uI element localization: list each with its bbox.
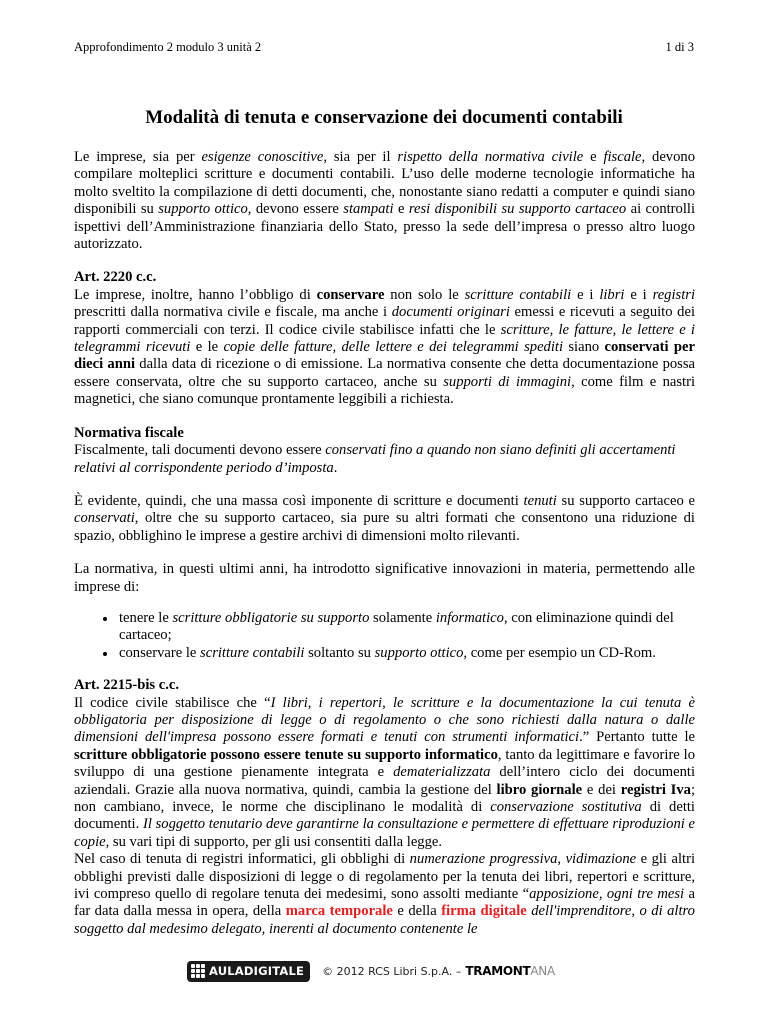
evidente-paragraph: È evidente, quindi, che una massa così imponente di scritture e documenti tenuti su supporto cartaceo e conservati, oltre che su supporto cartaceo, sia pure su altri formati che consentono una riduzione di spazio, obblighino le imprese a gestire archivi di dimensioni molto rilevanti. xyxy=(74,492,695,544)
marca-temporale-highlight: marca temporale xyxy=(285,903,393,920)
page-header xyxy=(74,40,694,55)
registri-informatici-paragraph: Nel caso di tenuta di registri informatici, gli obblighi di numerazione progressiva, vidimazione e gli altri obblighi previsti dalle disposizioni di legge o di regolamento per la tenuta dei libri, repertori e scritture, ivi compreso quello di regolare tenuta dei medesimi, sono assolti mediante “apposizione, ogni tre mesi a far data dalla messa in opera, della marca temporale e della firma digitale dell'imprenditore, o di altro soggetto dal medesimo delegato, inerenti al documento contenente le xyxy=(74,851,695,937)
logo-mark-icon xyxy=(191,964,205,978)
intro-paragraph: Le imprese, sia per esigenze conoscitive, sia per il rispetto della normativa civile e fiscale, devono compilare molteplici scritture e documenti contabili. L’uso delle moderne tecnologie informatiche ha molto sveltito la compilazione di detti documenti, che, nonostante siano redatti a computer e quindi siano disponibili su supporto ottico, devono essere stampati e resi disponibili su supporto cartaceo ai controlli ispettivi dell’Amministrazione finanziaria dello Stato, presso la sede dell’impresa o presso altro luogo autorizzato. xyxy=(74,149,695,253)
normativa-fiscale-paragraph: Fiscalmente, tali documenti devono essere conservati fino a quando non siano definiti gli accertamenti relativi al corrispondente periodo d’imposta. xyxy=(74,442,676,476)
tramontana-logo: TRAMONTANA xyxy=(465,964,555,978)
firma-digitale-highlight: firma digitale xyxy=(441,903,527,920)
auladigitale-logo: AULADIGITALE xyxy=(187,961,310,982)
section-heading-normativa-fiscale: Normativa fiscale xyxy=(74,424,184,441)
section-heading-art-2215-bis: Art. 2215-bis c.c. xyxy=(74,677,179,694)
normativa-intro-paragraph: La normativa, in questi ultimi anni, ha introdotto significative innovazioni in materia, permettendo alle imprese di: xyxy=(74,561,695,595)
page-footer xyxy=(187,959,555,983)
art-2215-bis-paragraph: Il codice civile stabilisce che “I libri, i repertori, le scritture e la documentazione la cui tenuta è obbligatoria per disposizione di legge o di regolamento o che sono richiesti dalla natura o dalle dimensioni dell'impresa possono essere formati e tenuti con strumenti informatici.” Pertanto tutte le scritture obbligatorie possono essere tenute su supporto informatico, tanto da legittimare e favorire lo sviluppo di una gestione pienamente integrata e dematerializzata dell’intero ciclo dei documenti aziendali. Grazie alla nuova normativa, quindi, cambia la gestione del libro giornale e dei registri Iva; non cambiano, invece, le norme che disciplinano le modalità di conservazione sostitutiva di detti documenti. Il soggetto tenutario deve garantirne la consultazione e permettere di effettuare riproduzioni e copie, su vari tipi di supporto, per gli usi consentiti dalla legge. xyxy=(74,694,696,850)
art-2220-paragraph: Le imprese, inoltre, hanno l’obbligo di conservare non solo le scritture contabili e i libri e i registri prescritti dalla normativa civile e fiscale, ma anche i documenti originari emessi e ricevuti a seguito dei rapporti commerciali con terzi. Il codice civile stabilisce infatti che le scritture, le fatture, le lettere e i telegrammi ricevuti e le copie delle fatture, delle lettere e dei telegrammi spediti siano conservati per dieci anni dalla data di ricezione o di emissione. La normativa consente che detta documentazione possa essere conservata, oltre che su supporto cartaceo, anche su supporti di immagini, come film e nastri magnetici, che siano comunque prontamente leggibili a richiesta. xyxy=(74,286,696,408)
header-module-label: Approfondimento 2 modulo 3 unità 2 xyxy=(74,40,262,54)
copyright-text: © 2012 RCS Libri S.p.A. – xyxy=(322,964,462,978)
list-item: • tenere le scritture obbligatorie su supporto solamente informatico, con eliminazione quindi del cartaceo; xyxy=(117,610,695,645)
section-heading-art-2220: Art. 2220 c.c. xyxy=(74,269,157,286)
page-number: 1 di 3 xyxy=(665,40,694,54)
document-body xyxy=(74,149,695,938)
document-title: Modalità di tenuta e conservazione dei documenti contabili xyxy=(145,107,623,128)
bullet-list xyxy=(74,610,695,662)
list-item: • conservare le scritture contabili soltanto su supporto ottico, come per esempio un CD-Rom. xyxy=(117,645,695,662)
